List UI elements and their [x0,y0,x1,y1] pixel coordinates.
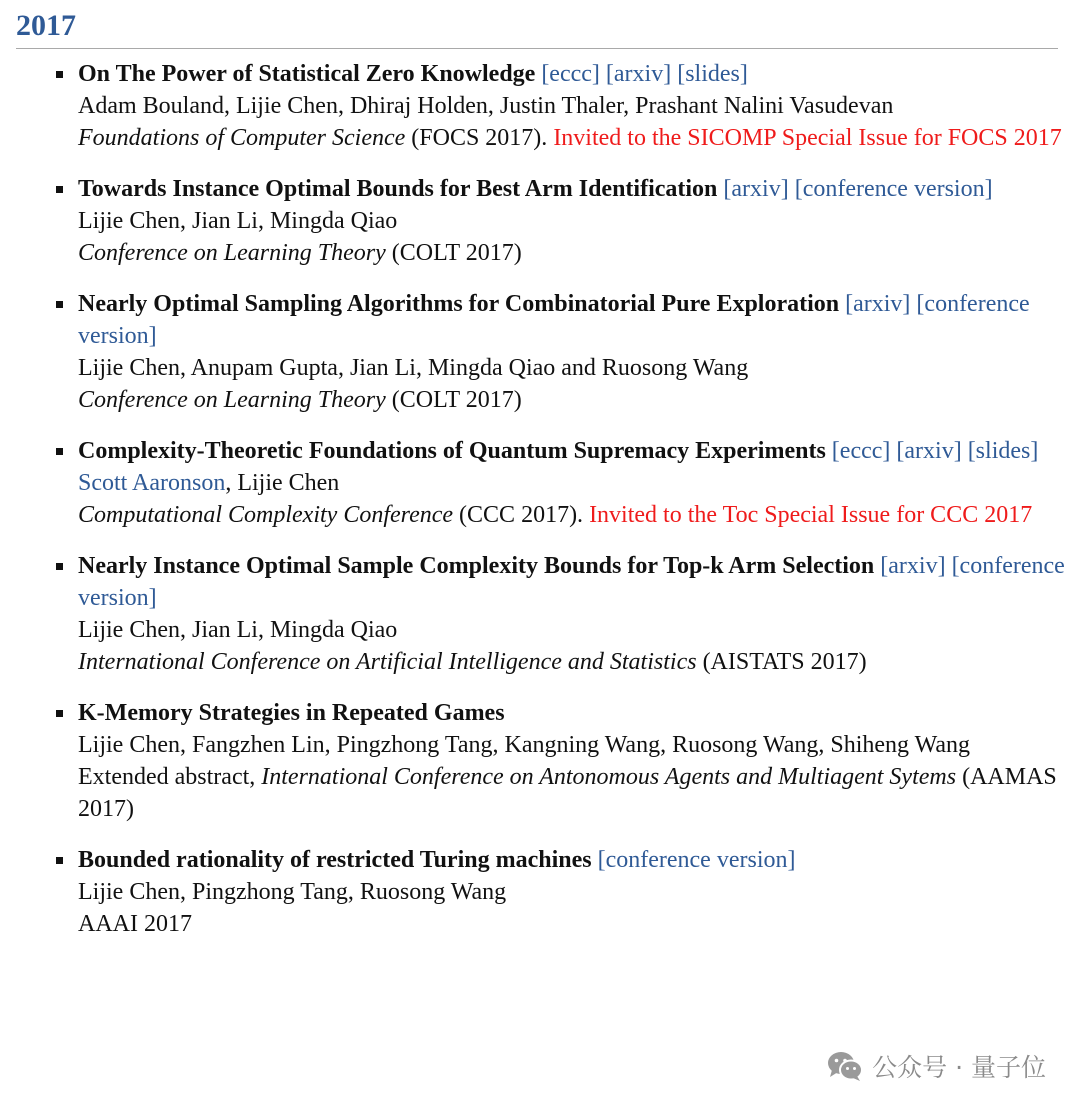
publication-title: K-Memory Strategies in Repeated Games [78,700,505,726]
publication-authors: Lijie Chen, Pingzhong Tang, Ruosong Wang [78,879,507,905]
bullet-icon [56,186,63,193]
arxiv-link[interactable]: [arxiv] [723,176,789,202]
publication-venue-line [78,122,1066,154]
bullet-icon [56,857,63,864]
publication-item [0,435,1080,531]
publication-item [0,697,1080,825]
publication-title: On The Power of Statistical Zero Knowledge [78,61,536,87]
arxiv-link[interactable]: [arxiv] [896,438,962,464]
bullet-icon [56,71,63,78]
publication-item [0,550,1080,678]
publication-venue-line [78,908,1066,940]
publication-authors: Lijie Chen, Jian Li, Mingda Qiao [78,617,398,643]
publication-venue-prefix: Extended abstract, [78,764,262,790]
wechat-icon [826,1049,864,1083]
bullet-icon [56,710,63,717]
bullet-icon [56,563,63,570]
publication-authors [78,467,1066,499]
publication-venue-line [78,237,1066,269]
conference-version-link[interactable]: [conference version] [78,291,1030,349]
watermark [826,1048,1046,1084]
arxiv-link[interactable]: [arxiv] [845,291,911,317]
arxiv-link[interactable]: [arxiv] [880,553,946,579]
publication-venue: Conference on Learning Theory [78,240,386,266]
publication-venue: Foundations of Computer Science [78,125,406,151]
publication-venue-line [78,384,1066,416]
publication-item [0,844,1080,940]
publication-venue-suffix: (AISTATS 2017) [696,649,867,675]
publication-item [0,58,1080,154]
publication-authors-rest: , Lijie Chen [225,470,340,496]
slides-link[interactable]: [slides] [967,438,1039,464]
publication-award-note: Invited to the SICOMP Special Issue for FOCS 2017 [553,125,1062,151]
slides-link[interactable]: [slides] [677,61,748,87]
publication-authors: Lijie Chen, Jian Li, Mingda Qiao [78,208,398,234]
arxiv-link[interactable]: [arxiv] [605,61,672,87]
publication-award-note: Invited to the Toc Special Issue for CCC 2017 [589,502,1033,528]
publication-venue-suffix: (COLT 2017) [385,240,522,266]
publication-authors: Lijie Chen, Anupam Gupta, Jian Li, Mingda Qiao and Ruosong Wang [78,355,749,381]
publication-authors: Lijie Chen, Fangzhen Lin, Pingzhong Tang, Kangning Wang, Ruosong Wang, Shiheng Wang [78,732,970,758]
publication-venue: Computational Complexity Conference [78,502,454,528]
publication-list [0,58,1080,959]
publication-venue: International Conference on Antonomous Agents and Multiagent Sytems [261,764,957,790]
eccc-link[interactable]: [eccc] [831,438,891,464]
conference-version-link[interactable]: [conference version] [597,847,796,873]
publication-item [0,288,1080,416]
publication-item [0,173,1080,269]
publication-title: Complexity-Theoretic Foundations of Quantum Supremacy Experiments [78,438,826,464]
bullet-icon [56,301,63,308]
publication-venue-suffix: (CCC 2017). [453,502,590,528]
year-heading: 2017 [16,8,1058,49]
publication-venue-suffix: (AAMAS 2017) [78,764,1057,822]
publication-title: Nearly Optimal Sampling Algorithms for Combinatorial Pure Exploration [78,291,840,317]
bullet-icon [56,448,63,455]
publication-venue-line [78,761,1066,825]
publication-title: Nearly Instance Optimal Sample Complexity Bounds for Top-k Arm Selection [78,553,875,579]
publication-title: Towards Instance Optimal Bounds for Best Arm Identification [78,176,718,202]
conference-version-link[interactable]: [conference version] [78,553,1065,611]
publication-venue: Conference on Learning Theory [78,387,386,413]
publication-title: Bounded rationality of restricted Turing machines [78,847,592,873]
eccc-link[interactable]: [eccc] [541,61,600,87]
publication-venue-suffix: AAAI 2017 [78,911,192,937]
publication-venue-suffix: (FOCS 2017). [405,125,554,151]
publication-venue: International Conference on Artificial Intelligence and Statistics [78,649,697,675]
publication-venue-line [78,646,1066,678]
watermark-text: 公众号 · 量子位 [872,1053,1046,1082]
author-homepage-link[interactable]: Scott Aaronson [78,470,226,496]
conference-version-link[interactable]: [conference version] [794,176,993,202]
publication-venue-suffix: (COLT 2017) [385,387,522,413]
publication-authors: Adam Bouland, Lijie Chen, Dhiraj Holden, Justin Thaler, Prashant Nalini Vasudevan [78,93,894,119]
publication-venue-line [78,499,1066,531]
